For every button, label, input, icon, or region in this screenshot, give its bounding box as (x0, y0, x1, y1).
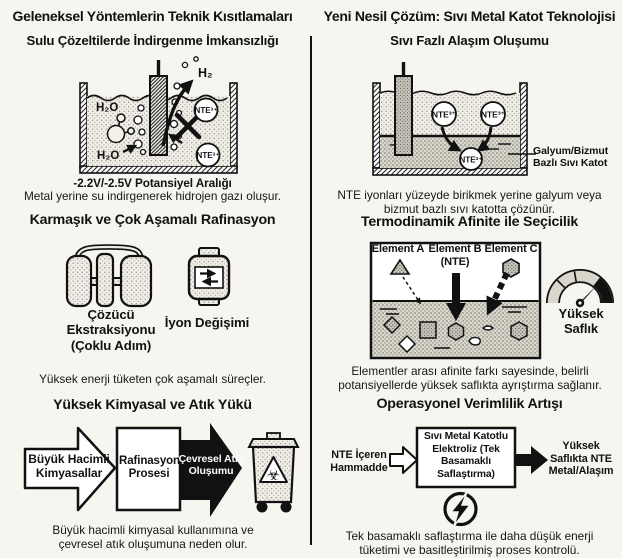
ion-exchange-icon (185, 247, 233, 307)
svg-text:NTE³⁺: NTE³⁺ (194, 106, 218, 115)
solvent-extraction-label: Çözücü Ekstraksiyonu (Çoklu Adım) (66, 307, 156, 353)
waste-flow-input-label: Büyük Hacimli Kimyasallar (28, 452, 110, 480)
column-divider (310, 36, 312, 545)
energy-icon (445, 492, 476, 526)
h2-label: H₂ (198, 66, 213, 80)
purity-gauge-label: Yüksek Saflık (558, 306, 604, 337)
h2o-bottom-label: H₂O (97, 150, 120, 162)
waste-flow-output-label: Çevresel Atık Oluşumu (178, 453, 244, 478)
aqueous-beaker-icon (33, 56, 263, 178)
lightning-bolt-icon (451, 492, 470, 526)
efficiency-caption: Tek basamaklı saflaştırma ile daha düşük enerji tüketimi ve basitleştirilmiş proses kontrolü. (345, 529, 594, 558)
svg-text:NTE³⁺: NTE³⁺ (459, 155, 483, 165)
nte-ion-1 (432, 102, 456, 126)
waste-flow-process-label: Rafinasyon Prosesi (119, 455, 180, 481)
element-b-label: Element B (NTE) (428, 243, 482, 268)
left-aqueous-subtitle: Sulu Çözeltilerde İndirgenme İmkansızlığı (26, 33, 279, 48)
nte-ion-1 (195, 99, 218, 122)
right-column-title: Yeni Nesil Çözüm: Sıvı Metal Katot Teknolojisi (323, 8, 616, 24)
input-arrow-shape (390, 447, 417, 473)
aqueous-caption: Metal yerine su indirgenerek hidrojen gazı oluşur. (23, 189, 282, 203)
right-affinity-subtitle: Termodinamik Afinite ile Seçicilik (360, 214, 579, 230)
solvent-extraction-icon (63, 244, 155, 308)
right-efficiency-subtitle: Operasyonel Verimlilik Artışı (376, 396, 563, 412)
refining-caption: Yüksek enerji tüketen çok aşamalı süreçler. (39, 372, 266, 386)
nte-ion-2 (481, 102, 505, 126)
waste-caption: Büyük hacimli kimyasal kullanımına ve çevresel atık oluşumuna neden olur. (52, 523, 254, 552)
efficiency-flow-input-label: NTE İçeren Hammadde (330, 449, 388, 474)
left-waste-subtitle: Yüksek Kimyasal ve Atık Yükü (53, 397, 252, 413)
efficiency-flow-process-label: Sıvı Metal Katotlu Elektroliz (Tek Basamaklı Saflaştırma) (423, 431, 509, 480)
svg-text:NTE³⁺: NTE³⁺ (196, 151, 220, 160)
potential-range-label: -2.2V/-2.5V Potansiyel Aralığı (73, 176, 232, 190)
waste-bin-icon (249, 433, 298, 513)
h2o-top-label: H₂O (96, 102, 119, 114)
svg-text:NTE³⁺: NTE³⁺ (480, 109, 506, 120)
purity-gauge-icon (546, 260, 614, 310)
left-column-title: Geleneksel Yöntemlerin Teknik Kısıtlamaları (12, 8, 293, 24)
svg-text:NTE³⁺: NTE³⁺ (431, 109, 457, 120)
left-refining-subtitle: Karmaşık ve Çok Aşamalı Rafinasyon (29, 212, 276, 228)
ion-exchange-label: İyon Değişimi (164, 315, 250, 330)
nte-ion-dissolved (460, 148, 483, 170)
element-a-label: Element A (371, 243, 425, 255)
nte-ion-2 (197, 144, 220, 167)
alloy-caption: NTE iyonları yüzeyde birikmek yerine galyum veya bizmut bazlı sıvı katotta çözünür. (337, 188, 602, 217)
element-c-label: Element C (484, 243, 538, 255)
right-alloy-subtitle: Sıvı Fazlı Alaşım Oluşumu (390, 33, 549, 48)
affinity-caption: Elementler arası afinite farkı sayesinde, belirli potansiyellerde yüksek saflıkta ayrıştırma sağlanır. (338, 364, 602, 393)
efficiency-flow-output-label: Yüksek Saflıkta NTE Metal/Alaşım (548, 440, 614, 478)
output-arrow-shape (515, 446, 548, 474)
biohazard-icon: ☣ (266, 467, 281, 484)
cathode-callout-label: Galyum/Bizmut Bazlı Sıvı Katot (533, 145, 609, 170)
electrode-icon (395, 76, 412, 155)
